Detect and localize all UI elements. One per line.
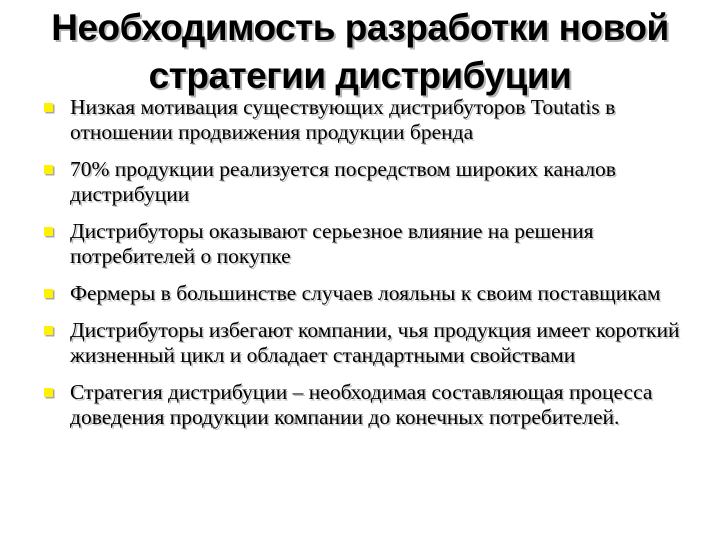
bullet-text: 70% продукции реализуется посредством широких каналов дистрибуции [70,157,616,206]
bullet-item [42,157,682,207]
bullet-list [42,95,682,442]
square-bullet-icon [44,326,53,335]
bullet-text: Дистрибуторы оказывают серьезное влияние на решения потребителей о покупке [70,219,594,268]
bullet-text: Низкая мотивация существующих дистрибуторов Toutatis в отношении продвижения продукции бренда [70,95,616,144]
bullet-item [42,318,682,368]
square-bullet-icon [44,227,53,236]
bullet-text: Фермеры в большинстве случаев лояльны к своим поставщикам [70,281,661,305]
square-bullet-icon [44,165,53,174]
bullet-text: Стратегия дистрибуции – необходимая составляющая процесса доведения продукции компании до конечных потребителей. [70,380,653,429]
bullet-item [42,95,682,145]
bullet-item [42,219,682,269]
square-bullet-icon [44,388,53,397]
bullet-item [42,281,682,306]
bullet-item [42,380,682,430]
slide-title: Необходимость разработки новой стратегии дистрибуции [51,7,669,96]
square-bullet-icon [44,289,53,298]
square-bullet-icon [44,103,53,112]
bullet-text: Дистрибуторы избегают компании, чья продукция имеет короткий жизненный цикл и обладает стандартными свойствами [70,318,680,367]
